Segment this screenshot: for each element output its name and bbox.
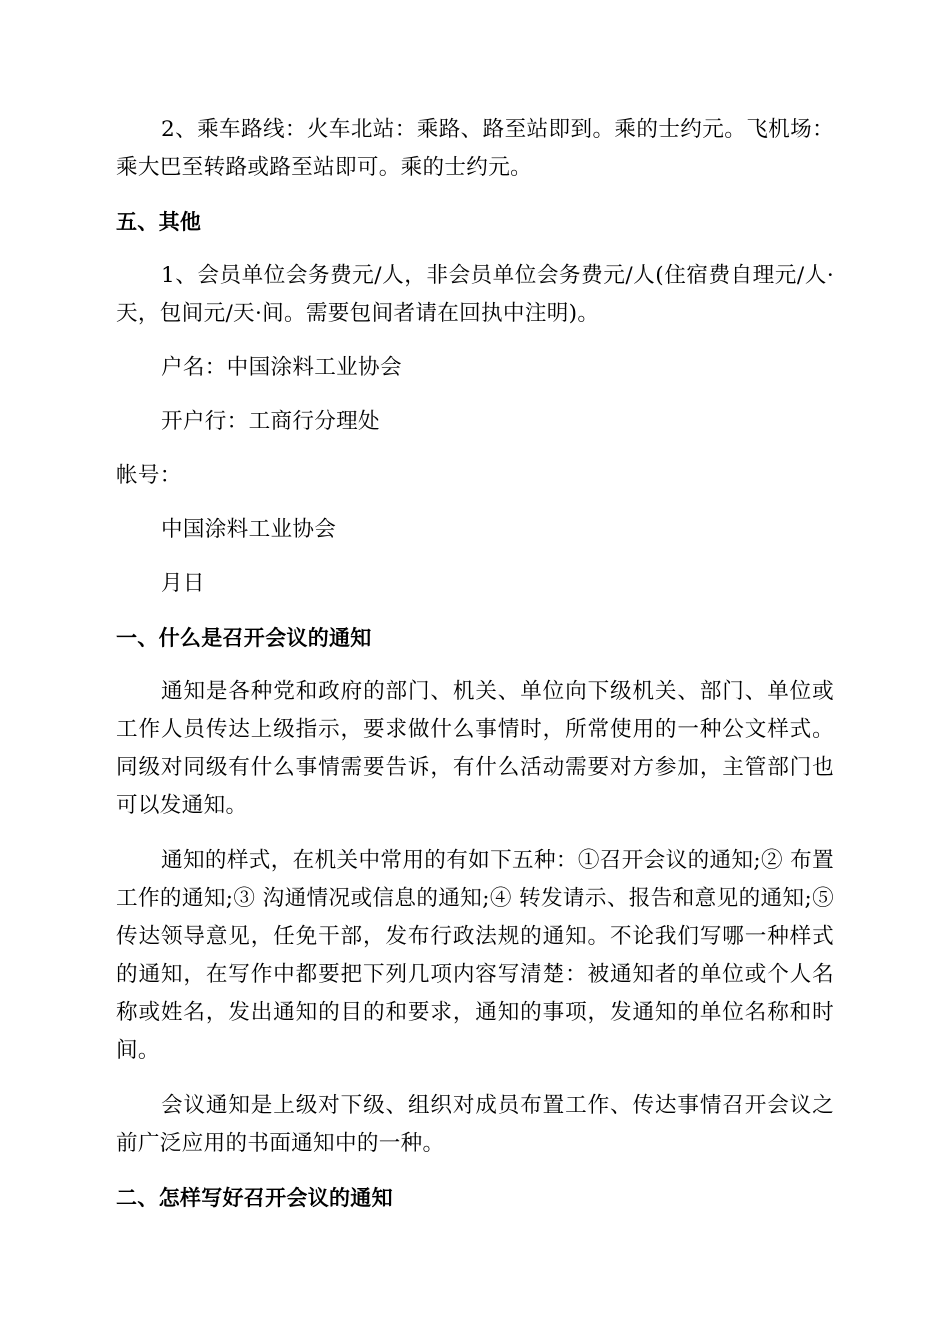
- document-body: [116, 111, 834, 1217]
- section-heading-what-is-notice: 一、什么是召开会议的通知: [116, 626, 372, 650]
- paragraph-notice-definition: 通知是各种党和政府的部门、机关、单位向下级机关、部门、单位或工作人员传达上级指示，要求做什么事情时，所常使用的一种公文样式。同级对同级有什么事情需要告诉，有什么活动需要对方参加，主管部门也可以发通知。: [116, 679, 834, 818]
- paragraph-meeting-notice: 会议通知是上级对下级、组织对成员布置工作、传达事情召开会议之前广泛应用的书面通知中的一种。: [116, 1093, 834, 1156]
- paragraph-transport-route: 2、乘车路线：火车北站：乘路、路至站即到。乘的士约元。飞机场：乘大巴至转路或路至站即可。乘的士约元。: [116, 117, 834, 180]
- paragraph-account-name: 户名：中国涂料工业协会: [161, 355, 402, 380]
- paragraph-notice-types: 通知的样式，在机关中常用的有如下五种：①召开会议的通知;② 布置工作的通知;③ 沟通情况或信息的通知;④ 转发请示、报告和意见的通知;⑤ 传达领导意见，任免干部，发布行政法规的通知。不论我们写哪一种样式的通知，在写作中都要把下列几项内容写清楚：被通知者的单位或个人名称或姓名，发出通知的目的和要求，通知的事项，发通知的单位名称和时间。: [116, 848, 834, 1063]
- paragraph-bank: 开户行：工商行分理处: [161, 409, 380, 434]
- paragraph-conference-fee: 1、会员单位会务费元/人，非会员单位会务费元/人(住宿费自理元/人·天，包间元/天·间。需要包间者请在回执中注明)。: [116, 263, 834, 326]
- paragraph-signature-org: 中国涂料工业协会: [161, 517, 337, 542]
- section-heading-other: 五、其他: [116, 210, 202, 234]
- line-account-number: 帐号：: [116, 463, 182, 488]
- section-heading-how-to-write: 二、怎样写好召开会议的通知: [116, 1186, 393, 1210]
- paragraph-date: 月日: [161, 571, 205, 596]
